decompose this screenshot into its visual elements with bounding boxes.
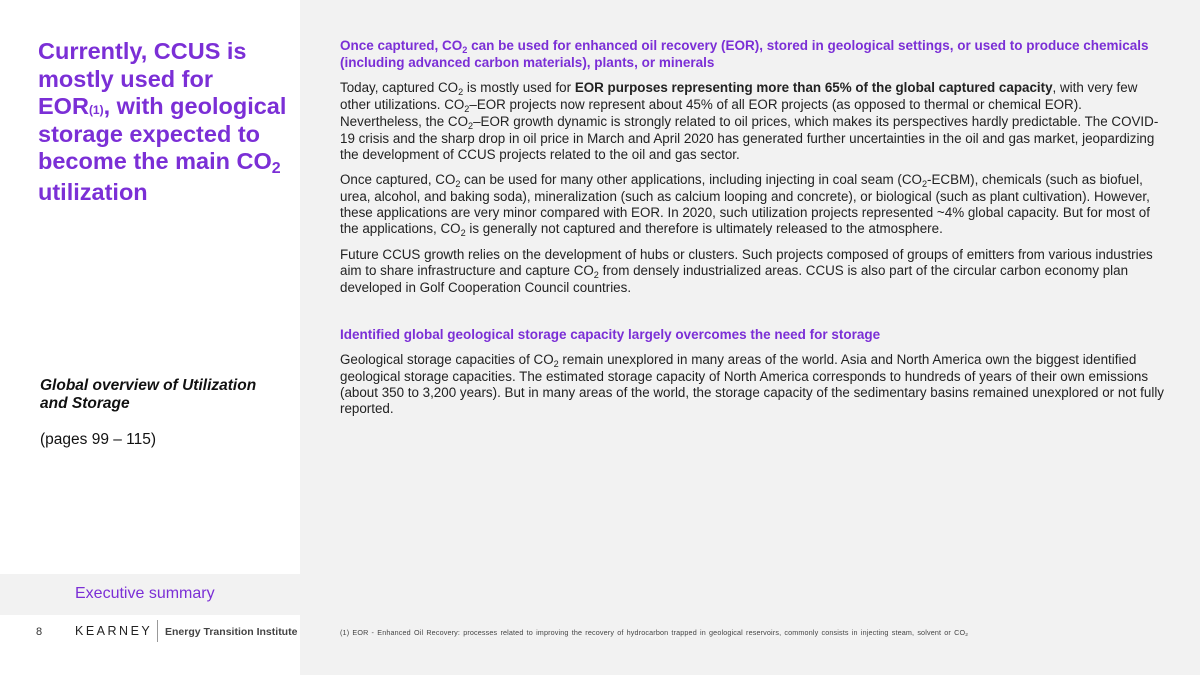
p2-subscript-1: 2	[455, 178, 461, 189]
overview-label: Global overview of Utilization and Storage	[40, 377, 257, 412]
title-text-3: utilization	[38, 178, 148, 205]
p4-text-a: Geological storage capacities of CO	[340, 352, 554, 367]
page-number: 8	[36, 626, 43, 638]
page-range: (pages 99 – 115)	[40, 431, 157, 448]
footnote	[340, 628, 968, 637]
p2-text-b: can be used for many other applications, including injecting in coal seam (CO	[460, 172, 922, 187]
left-panel	[0, 0, 300, 675]
section-heading-storage: Identified global geological storage capacity largely overcomes the need for storage	[340, 327, 881, 342]
p1-bold: EOR purposes representing more than 65% of the global captured capacity	[574, 80, 1053, 95]
p3-text-b: from densely industrialized areas. CCUS is also part of the circular carbon economy plan developed in Golf Cooperation Council countries.	[340, 263, 1129, 295]
p2-text-a: Once captured, CO	[340, 172, 456, 187]
heading1-text-b: can be used for enhanced oil recovery (EOR), stored in geological settings, or used to produce chemicals (including advanced carbon materials), plants, or minerals	[340, 38, 1149, 70]
main-content	[340, 38, 1165, 417]
heading1-text-a: Once captured, CO	[340, 38, 463, 53]
p2-text-d: is generally not captured and therefore is ultimately released to the atmosphere.	[465, 221, 943, 236]
p1-subscript-2: 2	[464, 103, 470, 114]
p3-text-a: Future CCUS growth relies on the development of hubs or clusters. Such projects composed of groups of emitters from various industries aim to share infrastructure and capture CO	[340, 247, 1153, 278]
title-text-2: , with geological storage expected to become the main CO	[38, 93, 287, 174]
p1-text-e: –EOR growth dynamic is strongly related to oil prices, which makes its perspectives hardly predictable. The COVID-19 crisis and the sharp drop in oil price in March and April 2020 has generated further uncertainties in the oil and gas market, jeopardizing the development of CCUS projects related to the oil and gas sector.	[340, 114, 1159, 162]
p1-text-b: is mostly used for	[463, 80, 575, 95]
p1-text-a: Today, captured CO	[340, 80, 459, 95]
section-label: Executive summary	[75, 585, 215, 602]
p1-subscript-1: 2	[458, 86, 464, 97]
p4-text-b: remain unexplored in many areas of the world. Asia and North America own the biggest identified geological storage capacities. The estimated storage capacity of North America corresponds to hundreds of years of their own emissions (about 350 to 3,200 years). But in many areas of the world, the storage capacity of the sedimentary basins remained unexplored or not fully reported.	[340, 352, 1164, 416]
paragraph-hubs	[340, 247, 1165, 296]
institute-logo: Energy Transition Institute	[165, 626, 298, 638]
heading1-subscript: 2	[462, 44, 468, 55]
p2-text-c: -ECBM), chemicals (such as biofuel, urea, alcohol, and baking soda), mineralization (such as calcium looping and concrete), or biological (such as plant cultivation). However, these applications are very minor compared with EOR. In 2020, such utilization projects represented ~4% global capacity. But for most of the applications, CO	[340, 172, 1150, 236]
slide-title	[38, 38, 288, 206]
footnote-subscript: 2	[965, 633, 969, 639]
p1-text-c: , with very few other utilizations. CO	[340, 80, 1138, 112]
p3-subscript: 2	[593, 269, 599, 280]
p1-text-d: –EOR projects now represent about 45% of all EOR projects (as opposed to thermal or chemical EOR). Nevertheless, the CO	[340, 97, 1082, 129]
title-subscript: 2	[271, 160, 281, 178]
section-heading-utilization	[340, 38, 1165, 71]
paragraph-storage	[340, 352, 1165, 417]
p2-subscript-2: 2	[921, 178, 928, 189]
footnote-text: (1) EOR - Enhanced Oil Recovery: processes related to improving the recovery of hydrocarbon trapped in geological reservoirs, commonly consists in injecting steam, solvent or CO	[340, 628, 966, 637]
title-text-1: Currently, CCUS is mostly used for EOR	[38, 38, 247, 119]
paragraph-eor	[340, 80, 1165, 163]
paragraph-other-applications	[340, 172, 1165, 238]
title-footnote-ref: (1)	[88, 103, 104, 117]
kearney-logo: KEARNEY	[75, 624, 153, 638]
logo-divider	[157, 620, 158, 642]
p2-subscript-3: 2	[460, 227, 466, 238]
p1-subscript-3: 2	[468, 120, 474, 131]
p4-subscript: 2	[553, 358, 559, 369]
